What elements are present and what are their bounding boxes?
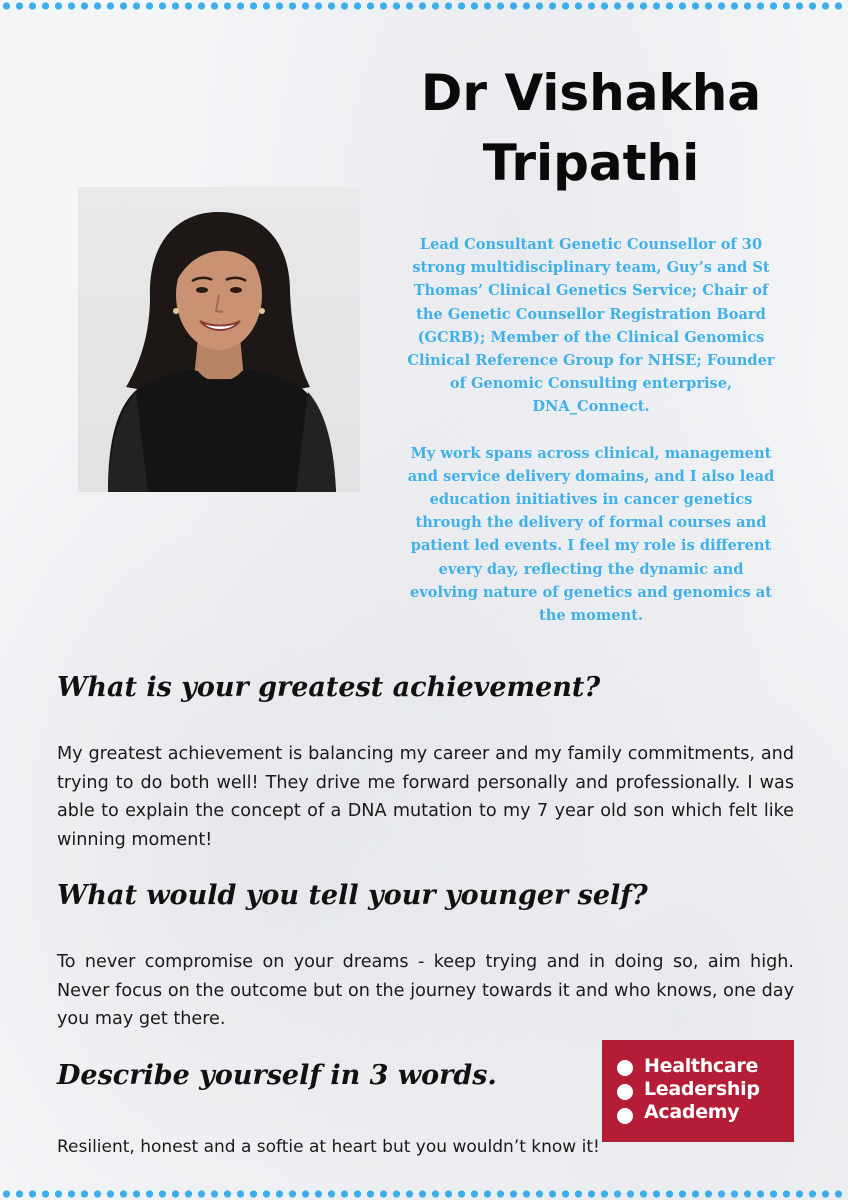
- bio-line: every day, reflecting the dynamic and: [438, 560, 744, 578]
- bio-paragraph-1: [398, 233, 784, 419]
- bio-line: the moment.: [538, 607, 644, 625]
- bio-line: Clinical Reference Group for NHSE; Founder: [407, 352, 775, 370]
- bio-line: of Genomic Consulting enterprise,: [449, 375, 733, 393]
- logo-dots-icon: [614, 1058, 636, 1128]
- bio-line: Thomas’ Clinical Genetics Service; Chair of: [413, 282, 769, 300]
- logo-line1: Healthcare: [644, 1055, 759, 1077]
- logo-line3: Academy: [644, 1101, 740, 1123]
- answer-greatest-achievement: My greatest achievement is balancing my career and my family commitments, and trying to do both well! They drive me forward personally and professionally. I was able to explain the concept of a DNA mutation to my 7 year old son which felt like winning moment!: [57, 744, 794, 850]
- question-greatest-achievement: What is your greatest achievement?: [57, 672, 601, 703]
- logo-text: [644, 1055, 760, 1124]
- profile-bio: [398, 233, 784, 627]
- answer-younger-self: To never compromise on your dreams - keep trying and in doing so, aim high. Never focus on the outcome but on the journey towards it and who knows, one day you may get there.: [57, 952, 794, 1029]
- question-three-words: Describe yourself in 3 words.: [57, 1060, 497, 1091]
- bio-paragraph-2: [398, 442, 784, 628]
- profile-photo: [78, 187, 360, 492]
- bio-line: Lead Consultant Genetic Counsellor of 30: [419, 236, 763, 253]
- top-dotted-border: [0, 2, 848, 10]
- bio-line: education initiatives in cancer genetics: [429, 491, 753, 509]
- bio-line: patient led events. I feel my role is different: [410, 537, 772, 555]
- bio-line: strong multidisciplinary team, Guy’s and St: [412, 259, 770, 277]
- logo-line2: Leadership: [644, 1078, 760, 1100]
- bio-line: DNA_Connect.: [532, 398, 650, 416]
- bio-line: through the delivery of formal courses and: [415, 514, 767, 532]
- bio-line: (GCRB); Member of the Clinical Genomics: [417, 328, 765, 346]
- healthcare-leadership-academy-logo: [602, 1040, 794, 1142]
- bottom-dotted-border: [0, 1190, 848, 1198]
- bio-line: and service delivery domains, and I also lead: [407, 467, 775, 485]
- answer-three-words: Resilient, honest and a softie at heart but you wouldn’t know it!: [57, 1137, 600, 1157]
- profile-name-line2: Tripathi: [482, 134, 700, 192]
- bio-line: evolving nature of genetics and genomics at: [410, 583, 772, 601]
- profile-name-line1: Dr Vishakha: [420, 64, 762, 122]
- bio-line: My work spans across clinical, management: [410, 444, 772, 462]
- question-younger-self: What would you tell your younger self?: [57, 880, 648, 911]
- bio-line: the Genetic Counsellor Registration Board: [416, 305, 766, 323]
- profile-name: [400, 58, 782, 198]
